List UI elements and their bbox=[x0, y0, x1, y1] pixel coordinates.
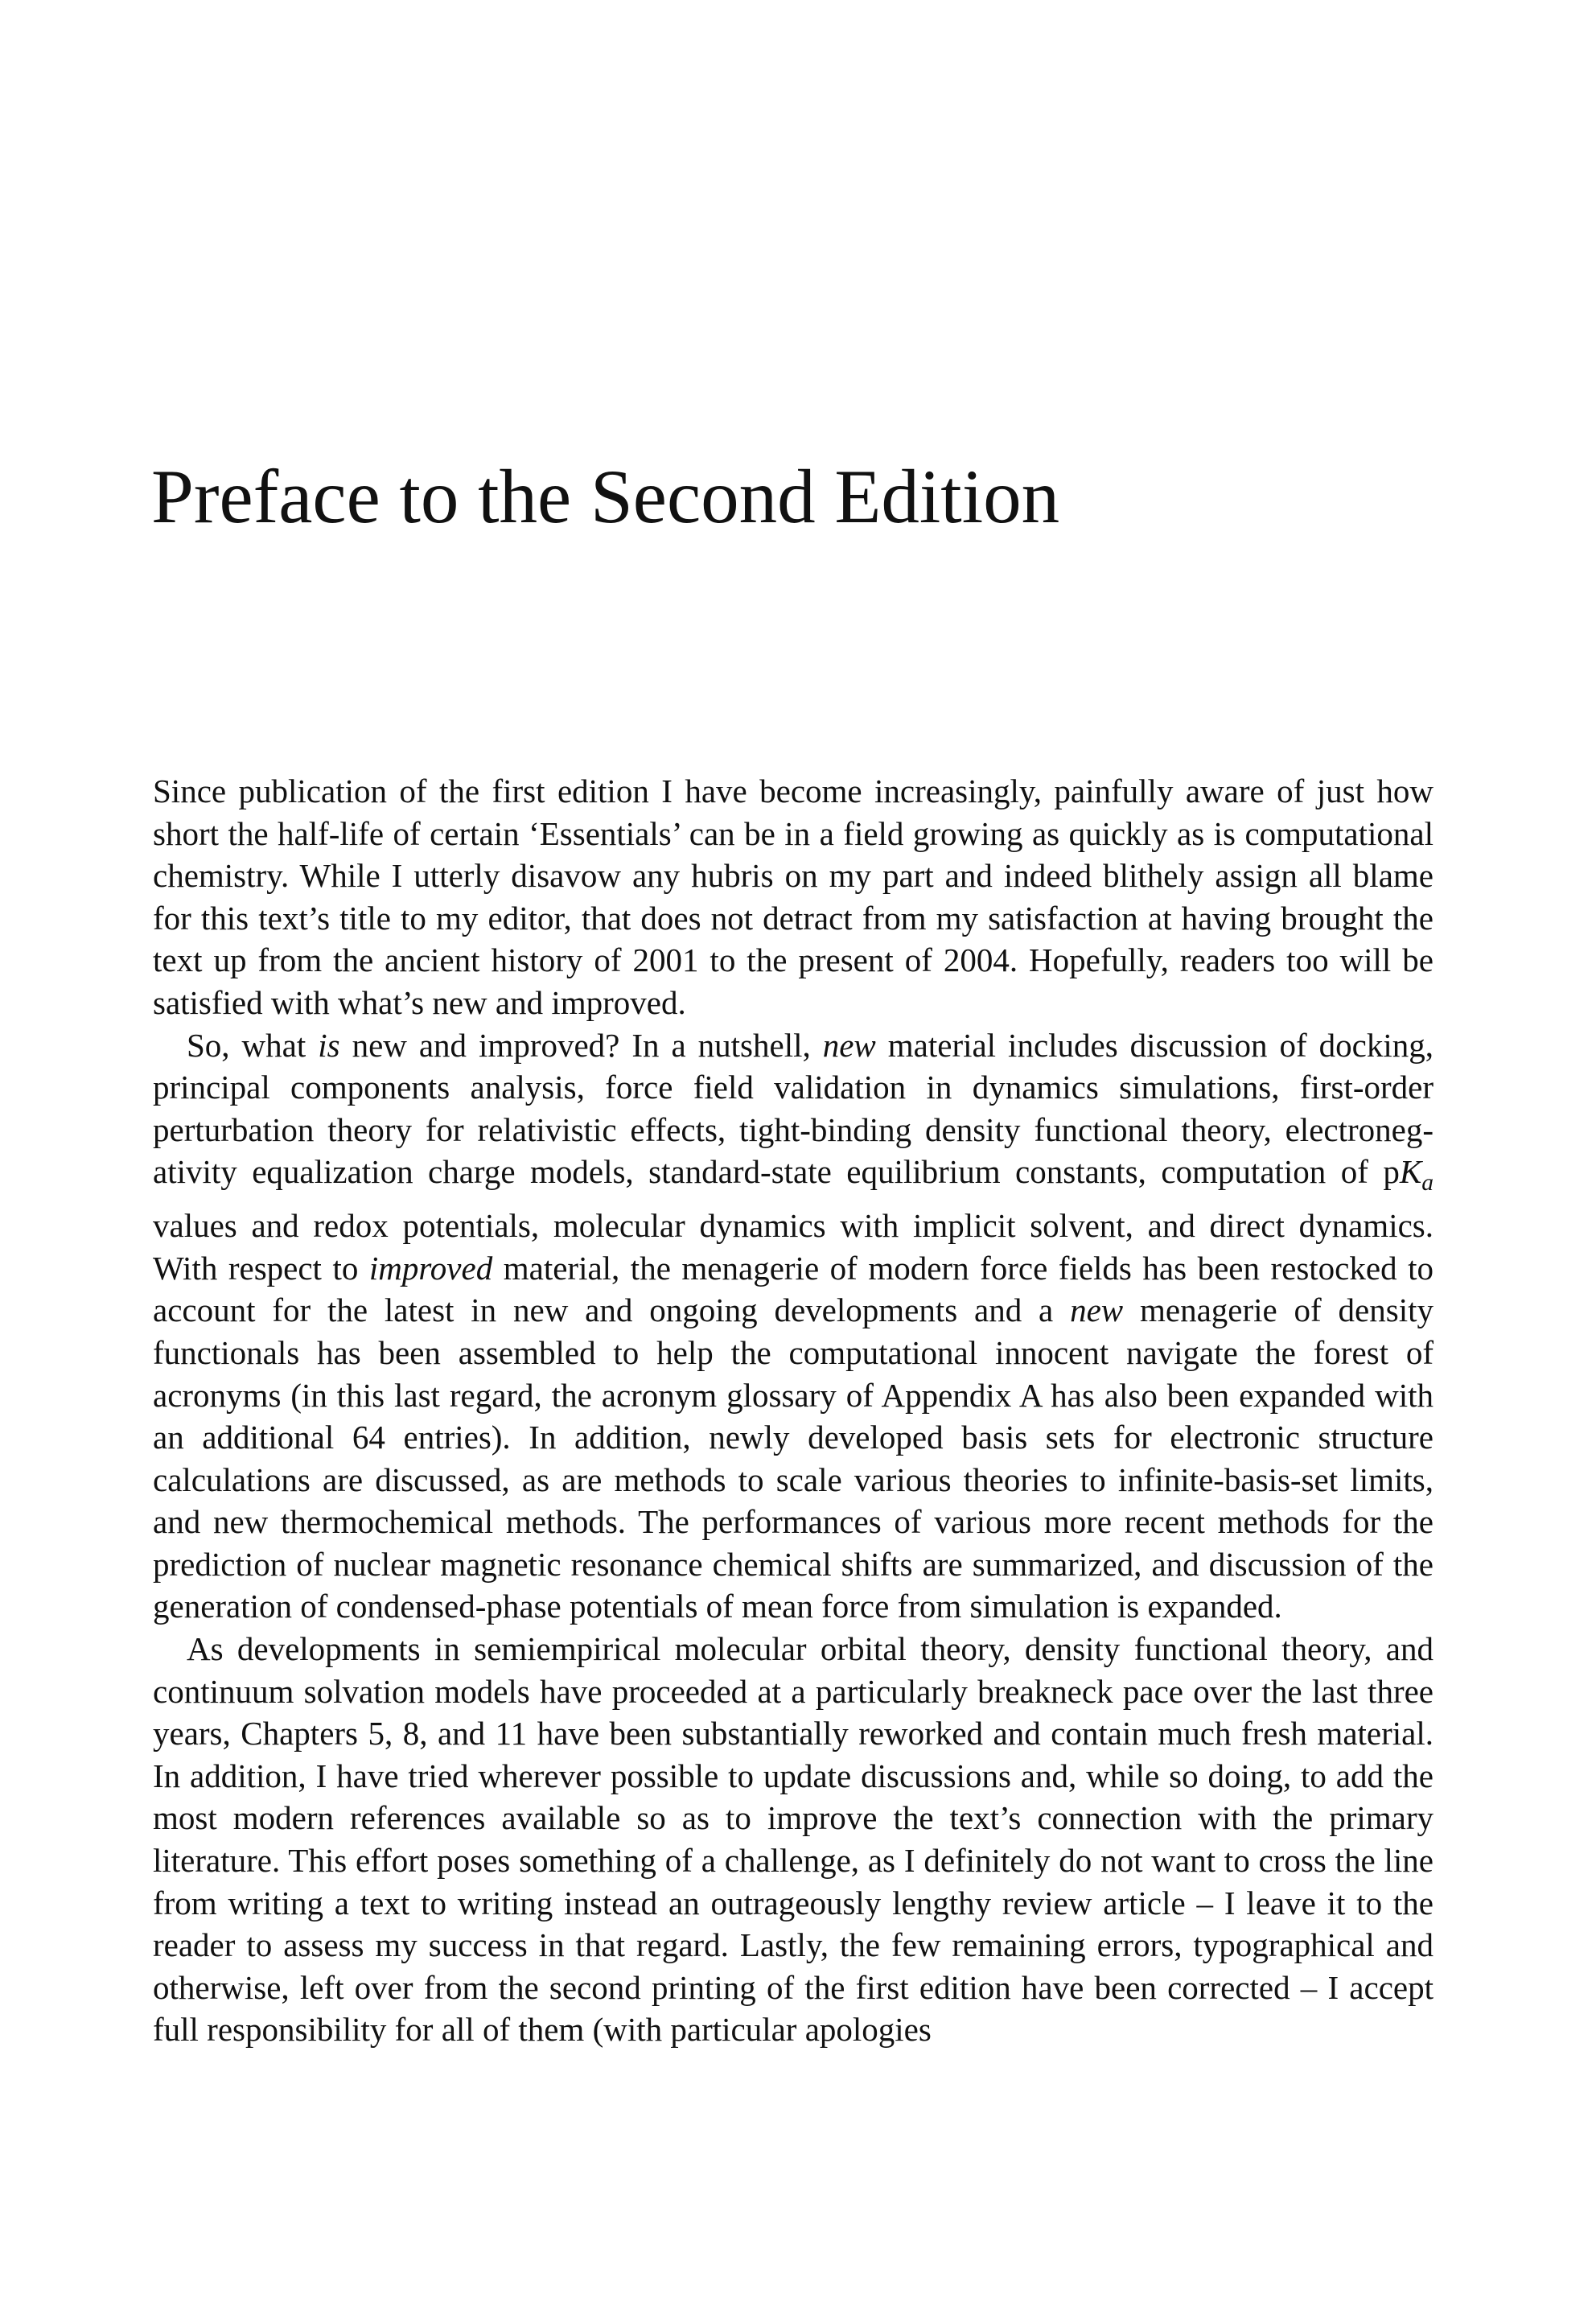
paragraph-text: material includes discussion of docking, principal components analysis, force field validation in dynamics simulations, first-order perturbation theory for relativistic effects, tight-binding density functional theory, electronegativity equalization charge models, standard-state equilibrium constants, computation of p bbox=[153, 1026, 1434, 1191]
body-paragraph-3 bbox=[153, 1628, 1434, 2051]
paragraph-text: menagerie of density functionals has been assembled to help the computational innocent navigate the forest of acronyms (in this last regard, the acronym glossary of Appendix A has also been expanded with an additional 64 entries). In addition, newly developed basis sets for electronic structure calculations are discussed, as are methods to scale various theories to infinite-basis-set limits, and new thermochemical methods. The performances of various more recent methods for the prediction of nuclear magnetic resonance chemical shifts are summarized, and discussion of the generation of condensed-phase potentials of mean force from simulation is expanded. bbox=[153, 1291, 1434, 1625]
paragraph-text: As developments in semiempirical molecular orbital theory, density functional theory, and continuum solvation models have proceeded at a particularly breakneck pace over the last three years, Chapters 5, 8, and 11 have been substantially reworked and contain much fresh material. In addition, I have tried wherever possible to update discussions and, while so doing, to add the most modern references available so as to improve the text’s connection with the primary literature. This effort poses something of a challenge, as I definitely do not want to cross the line from writing a text to writing instead an outrageously lengthy review article – I leave it to the reader to assess my success in that regard. Lastly, the few remaining errors, typographical and otherwise, left over from the second printing of the first edition have been corrected – I accept full responsibility for all of them (with particular apologies bbox=[153, 1630, 1434, 2049]
subscript-text: a bbox=[1421, 1170, 1434, 1197]
emphasis-text: is bbox=[318, 1026, 340, 1064]
paragraph-text: So, what bbox=[187, 1026, 319, 1064]
body-paragraph-1 bbox=[153, 770, 1434, 1024]
paragraph-text: Since publication of the first edition I have become increasingly, painfully aware of just how short the half-life of certain ‘Essentials’ can be in a field growing as quickly as is computational chemistry. While I utterly disavow any hubris on my part and indeed blithely assign all blame for this text’s title to my editor, that does not detract from my satisfaction at having brought the text up from the ancient history of 2001 to the present of 2004. Hopefully, readers too will be satisfied with what’s new and improved. bbox=[153, 772, 1434, 1021]
paragraph-text: material, the menagerie of modern force fields has been restocked to account for the latest in new and ongoing developments and a bbox=[153, 1249, 1434, 1329]
emphasis-text: new bbox=[1070, 1291, 1124, 1329]
emphasis-text: K bbox=[1399, 1153, 1422, 1191]
paragraph-text: new and improved? In a nutshell, bbox=[339, 1026, 823, 1064]
emphasis-text: improved bbox=[368, 1249, 493, 1287]
paragraph-text: values and redox potentials, molecular dynamics with implicit solvent, and direct dynamics. With respect to bbox=[153, 1207, 1434, 1287]
chapter-title: Preface to the Second Edition bbox=[151, 454, 1060, 539]
emphasis-text: new bbox=[822, 1026, 876, 1064]
body-paragraph-2 bbox=[153, 1024, 1434, 1629]
preface-body bbox=[153, 770, 1434, 2051]
